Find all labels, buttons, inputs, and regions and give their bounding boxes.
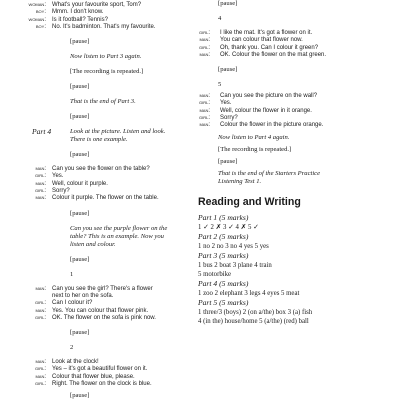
instruction: There is one example.	[70, 136, 128, 144]
pause-note: [pause]	[70, 392, 90, 400]
part-heading: Part 2 (5 marks)	[198, 231, 249, 241]
dialogue-line	[0, 181, 196, 188]
dialogue-line	[0, 300, 196, 307]
dialogue-line	[0, 286, 196, 293]
speaker: man:	[35, 307, 46, 314]
speaker: girl:	[34, 314, 46, 321]
dialogue-line	[0, 24, 196, 31]
dialogue-line	[0, 9, 196, 16]
answer-row: 1 zoo 2 elephant 3 legs 4 eyes 5 meat	[198, 289, 300, 297]
instruction: Listening Test 1.	[218, 177, 262, 185]
dialogue-5	[198, 93, 396, 129]
pause-note: [pause]	[70, 255, 90, 263]
line-text: Mmm. I don't know.	[52, 9, 104, 16]
speaker: man:	[35, 359, 46, 366]
speaker: girl:	[34, 188, 46, 195]
dialogue-2	[0, 359, 196, 388]
answer-row: 5 motorbike	[198, 270, 232, 278]
speaker: man:	[35, 166, 46, 173]
pause-note: [pause]	[218, 0, 238, 7]
recording-note: [The recording is repeated.]	[70, 68, 144, 76]
dialogue-line	[0, 374, 196, 381]
speaker: girl:	[34, 300, 46, 307]
dialogue-line	[0, 381, 196, 388]
speaker: man:	[35, 373, 46, 380]
instruction: Look at the picture. Listen and look.	[70, 128, 166, 136]
line-text: next to her on the sofa.	[52, 292, 114, 299]
part-heading: Part 5 (5 marks)	[198, 297, 249, 307]
dialogue-line	[0, 366, 196, 373]
line-text: Sorry?	[220, 115, 238, 122]
dialogue-line	[198, 30, 396, 37]
speaker: man:	[35, 180, 46, 187]
answer-row: 1 three/3 (boys) 2 (on a/the) box 3 (a) fish	[198, 308, 313, 316]
dialogue-line	[198, 108, 396, 115]
dialogue-line	[0, 308, 196, 315]
pause-note: [pause]	[70, 329, 90, 337]
line-text: Look at the clock!	[52, 359, 99, 366]
line-text: What's your favourite sport, Tom?	[52, 2, 142, 8]
instruction: That is the end of the Starters Practice	[218, 169, 321, 177]
line-text: Well, colour the flower in it orange.	[220, 107, 312, 114]
answer-row: 1 no 2 no 3 no 4 yes 5 yes	[198, 242, 269, 250]
line-text: Colour it purple. The flower on the table.	[52, 195, 159, 202]
speaker: girl:	[198, 30, 210, 36]
part-heading: Part 4 (5 marks)	[198, 278, 249, 288]
section-title: Reading and Writing	[198, 195, 301, 208]
speaker: man:	[199, 122, 210, 129]
recording-note: [The recording is repeated.]	[218, 145, 292, 153]
part-heading: Part 3 (5 marks)	[198, 250, 249, 260]
line-text: Colour that flower blue, please.	[52, 373, 135, 380]
dialogue-line	[0, 315, 196, 322]
dialogue-line	[0, 359, 196, 366]
dialogue-line	[198, 100, 396, 107]
item-number: 1	[70, 270, 74, 278]
speaker: man:	[199, 107, 210, 114]
answer-part-5	[198, 298, 396, 326]
speaker: woman:	[28, 2, 46, 8]
line-text: Can you see the picture on the wall?	[220, 93, 318, 100]
line-text: Is it football? Tennis?	[52, 16, 108, 23]
pause-note: [pause]	[70, 83, 90, 91]
answer-part-1	[198, 213, 396, 232]
line-text: Can you see the flower on the table?	[52, 166, 150, 173]
dialogue-line	[0, 2, 196, 9]
dialogue-line	[198, 122, 396, 129]
speaker: man:	[199, 93, 210, 100]
line-text: Yes – it's got a beautiful flower on it.	[52, 366, 148, 373]
line-text: Yes.	[220, 100, 232, 107]
line-text: Well, colour it purple.	[52, 180, 108, 187]
item-number: 2	[70, 344, 74, 352]
dialogue-line	[198, 93, 396, 100]
line-text: Yes.	[52, 173, 64, 180]
instruction: table? This is an example. Now you	[70, 232, 164, 240]
dialogue-1	[0, 286, 196, 322]
pause-note: [pause]	[70, 209, 90, 217]
answer-row: 4 (in the) house/home 5 (a/the) (red) ball	[198, 317, 309, 325]
right-column	[198, 0, 396, 326]
line-text: Can I colour it?	[52, 300, 93, 307]
dialogue-top	[0, 2, 196, 31]
instruction: Now listen to Part 3 again.	[70, 53, 142, 61]
pause-note: [pause]	[218, 66, 238, 74]
instruction: Now listen to Part 4 again.	[218, 133, 290, 141]
pause-note: [pause]	[70, 38, 90, 46]
speaker: girl:	[34, 381, 46, 388]
instruction: Can you see the purple flower on the	[70, 224, 168, 232]
line-text: Sorry?	[52, 188, 70, 195]
speaker: girl:	[34, 173, 46, 180]
part-4-intro	[0, 128, 196, 144]
line-text: Colour the flower in the picture orange.	[220, 122, 324, 129]
speaker: boy:	[35, 23, 46, 30]
dialogue-line	[0, 293, 196, 300]
answer-part-2	[198, 232, 396, 251]
dialogue-line	[198, 115, 396, 122]
dialogue-line	[0, 173, 196, 180]
answer-part-3	[198, 251, 396, 279]
line-text: OK. The flower on the sofa is pink now.	[52, 314, 156, 321]
speaker: man:	[35, 285, 46, 292]
speaker: girl:	[198, 100, 210, 107]
item-number: 4	[218, 15, 222, 22]
speaker: boy:	[35, 9, 46, 16]
speaker: woman:	[28, 16, 46, 23]
left-column	[0, 0, 196, 400]
dialogue-line	[0, 195, 196, 202]
speaker: girl:	[34, 366, 46, 373]
line-text: I like the mat. It's got a flower on it.	[220, 30, 313, 36]
dialogue-example	[0, 166, 196, 202]
part-heading: Part 1 (5 marks)	[198, 212, 249, 222]
line-text: Oh, thank you. Can I colour it green?	[220, 44, 319, 51]
line-text: No. It's badminton. That's my favourite.	[52, 23, 156, 30]
pause-note: [pause]	[70, 151, 90, 159]
dialogue-line	[198, 45, 396, 52]
answer-row: 1 bus 2 boat 3 plane 4 train	[198, 261, 272, 269]
speaker: man:	[199, 37, 210, 44]
line-text: Yes. You can colour that flower pink.	[52, 307, 149, 314]
line-text: OK. Colour the flower on the mat green.	[220, 51, 327, 58]
speaker: man:	[35, 195, 46, 202]
item-number: 5	[218, 81, 222, 89]
answer-part-4	[198, 279, 396, 298]
dialogue-line	[198, 52, 396, 59]
dialogue-line	[198, 37, 396, 44]
dialogue-line	[0, 188, 196, 195]
pause-note: [pause]	[218, 157, 238, 165]
speaker: man:	[199, 51, 210, 58]
dialogue-line	[0, 17, 196, 24]
speaker: girl:	[198, 44, 210, 51]
answer-row: 1 ✓ 2 ✗ 3 ✓ 4 ✗ 5 ✓	[198, 223, 259, 231]
line-text: Can you see the girl? There's a flower	[52, 285, 153, 292]
pause-note: [pause]	[70, 113, 90, 121]
dialogue-4	[198, 30, 396, 59]
line-text: Right. The flower on the clock is blue.	[52, 381, 152, 388]
dialogue-line	[0, 166, 196, 173]
part-label: Part 4	[32, 127, 52, 137]
instruction: listen and colour.	[70, 240, 116, 248]
speaker: girl:	[198, 115, 210, 122]
line-text: You can colour that flower now.	[220, 37, 303, 44]
instruction: That is the end of Part 3.	[70, 98, 136, 106]
